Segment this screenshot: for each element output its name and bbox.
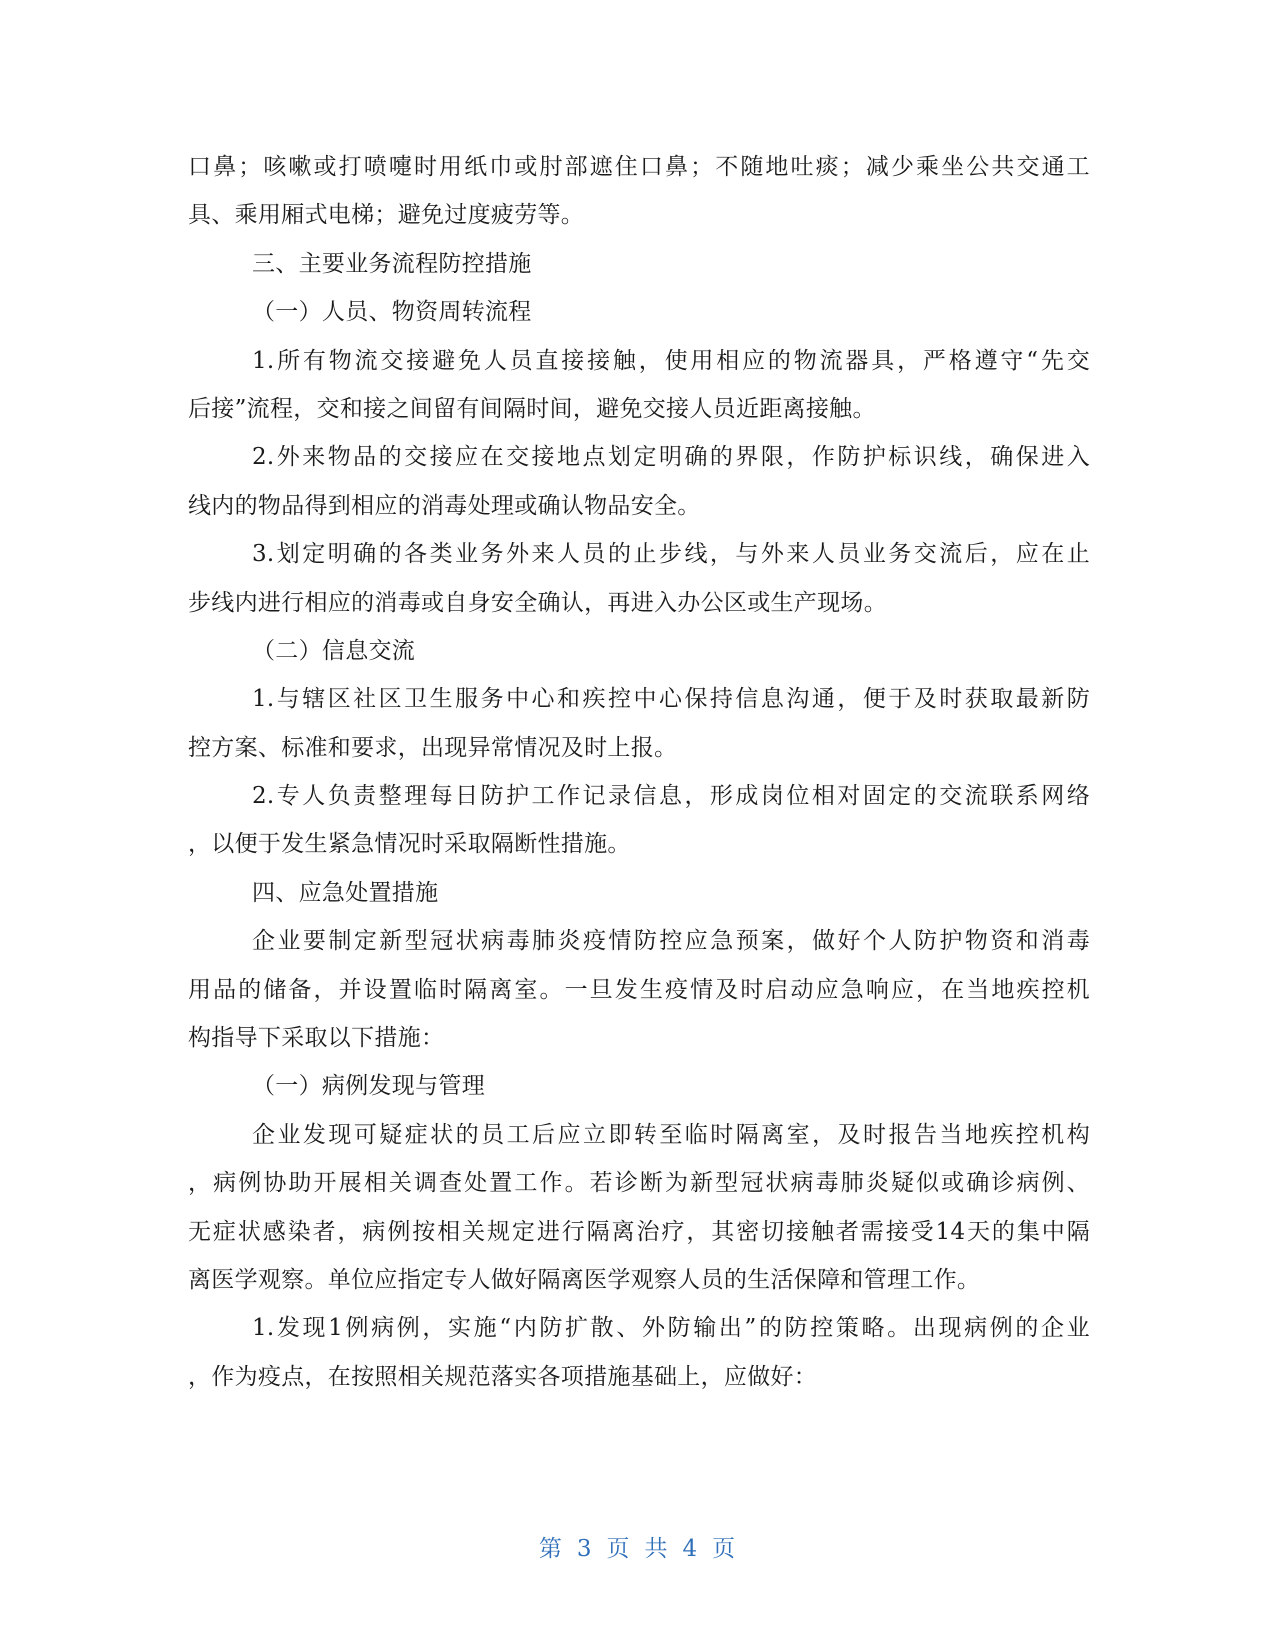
text-line: ，病例协助开展相关调查处置工作。若诊断为新型冠状病毒肺炎疑似或确诊病例、 — [188, 1170, 1090, 1197]
text-line: ，作为疫点，在按照相关规范落实各项措施基础上，应做好： — [188, 1363, 818, 1390]
text-line: 企业发现可疑症状的员工后应立即转至临时隔离室，及时报告当地疾控机构 — [252, 1121, 1090, 1148]
text-line: 步线内进行相应的消毒或自身安全确认，再进入办公区或生产现场。 — [188, 589, 887, 616]
text-line: 3.划定明确的各类业务外来人员的止步线，与外来人员业务交流后，应在止 — [252, 541, 1090, 568]
text-line: 2.外来物品的交接应在交接地点划定明确的界限，作防护标识线，确保进入 — [252, 444, 1090, 471]
text-line: 线内的物品得到相应的消毒处理或确认物品安全。 — [188, 492, 701, 519]
text-line: ，以便于发生紧急情况时采取隔断性措施。 — [188, 831, 631, 858]
text-line: 用品的储备，并设置临时隔离室。一旦发生疫情及时启动应急响应，在当地疾控机 — [188, 976, 1090, 1003]
text-line: 1.与辖区社区卫生服务中心和疾控中心保持信息沟通，便于及时获取最新防 — [252, 686, 1090, 713]
text-line: 具、乘用厢式电梯；避免过度疲劳等。 — [188, 202, 585, 229]
footer-page-word: 页 — [606, 1536, 631, 1562]
text-line: 构指导下采取以下措施： — [188, 1025, 445, 1052]
text-line: 控方案、标准和要求，出现异常情况及时上报。 — [188, 734, 678, 761]
section-heading: 四、应急处置措施 — [252, 879, 439, 906]
footer-prefix: 第 — [538, 1536, 563, 1562]
text-line: 离医学观察。单位应指定专人做好隔离医学观察人员的生活保障和管理工作。 — [188, 1266, 981, 1293]
text-line: 1.所有物流交接避免人员直接接触，使用相应的物流器具，严格遵守“先交 — [252, 347, 1090, 374]
text-line: 企业要制定新型冠状病毒肺炎疫情防控应急预案，做好个人防护物资和消毒 — [252, 928, 1090, 955]
text-line: 无症状感染者，病例按相关规定进行隔离治疗，其密切接触者需接受14天的集中隔 — [188, 1218, 1090, 1245]
text-line: 2.专人负责整理每日防护工作记录信息，形成岗位相对固定的交流联系网络 — [252, 783, 1090, 810]
document-body — [188, 143, 1090, 1401]
footer-total-word: 共 — [644, 1536, 669, 1562]
text-line: 口鼻；咳嗽或打喷嚏时用纸巾或肘部遮住口鼻；不随地吐痰；减少乘坐公共交通工 — [188, 154, 1090, 180]
footer-current-page: 3 — [576, 1536, 593, 1562]
text-line: 后接”流程，交和接之间留有间隔时间，避免交接人员近距离接触。 — [188, 395, 876, 422]
footer-suffix: 页 — [712, 1536, 737, 1562]
text-line: 1.发现1例病例，实施“内防扩散、外防输出”的防控策略。出现病例的企业 — [252, 1315, 1090, 1342]
subsection-heading: （一）人员、物资周转流程 — [252, 299, 532, 326]
subsection-heading: （一）病例发现与管理 — [252, 1073, 485, 1100]
section-heading: 三、主要业务流程防控措施 — [252, 250, 532, 277]
footer-total-pages: 4 — [682, 1536, 699, 1562]
subsection-heading: （二）信息交流 — [252, 637, 416, 664]
page-footer — [0, 1530, 1275, 1563]
